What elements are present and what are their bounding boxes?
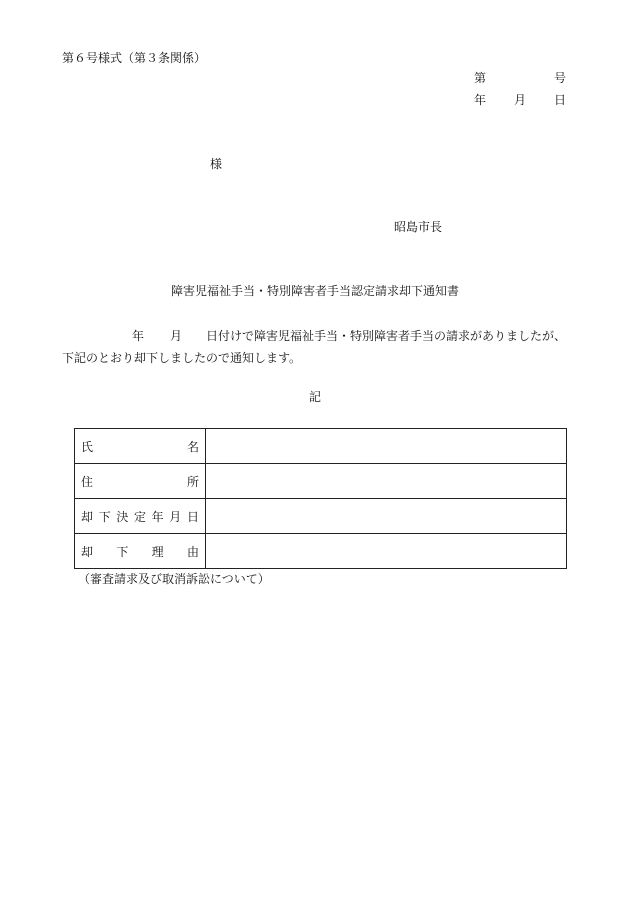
- document-number: [474, 72, 566, 84]
- body-year: 年: [132, 329, 145, 343]
- table-row-name: [75, 429, 567, 464]
- body-text: [62, 325, 570, 369]
- field-rejection-date[interactable]: [206, 499, 567, 534]
- sender: 昭島市長: [394, 220, 443, 234]
- body-month: 月: [170, 329, 183, 343]
- table-row-address: [75, 464, 567, 499]
- label-rejection-date: 却 下 決 定 年 月 日: [81, 509, 199, 524]
- details-table: [74, 428, 567, 569]
- addressee-suffix: 様: [210, 157, 223, 171]
- label-name: 氏 名: [81, 439, 199, 454]
- doc-number-prefix: 第: [474, 71, 487, 85]
- table-row-rejection-date: [75, 499, 567, 534]
- ki-heading: 記: [308, 390, 321, 404]
- field-name[interactable]: [206, 429, 567, 464]
- doc-number-suffix: 号: [553, 71, 566, 85]
- document-date: [474, 94, 566, 106]
- field-address[interactable]: [206, 464, 567, 499]
- document-title: 障害児福祉手当・特別障害者手当認定請求却下通知書: [170, 284, 459, 298]
- field-rejection-reason[interactable]: [206, 534, 567, 569]
- doc-date-month: 月: [513, 93, 526, 107]
- table-row-rejection-reason: [75, 534, 567, 569]
- body-main-text: 日付けで障害児福祉手当・特別障害者手当の請求がありましたが、下記のとおり却下しましたので通知します。: [62, 329, 567, 365]
- form-number: 第６号様式（第３条関係）: [62, 51, 207, 65]
- label-rejection-reason: 却 下 理 由: [81, 544, 199, 559]
- label-address: 住 所: [81, 474, 199, 489]
- doc-date-day: 日: [553, 93, 566, 107]
- appeal-note: （審査請求及び取消訴訟について）: [78, 572, 270, 586]
- doc-date-year: 年: [474, 93, 487, 107]
